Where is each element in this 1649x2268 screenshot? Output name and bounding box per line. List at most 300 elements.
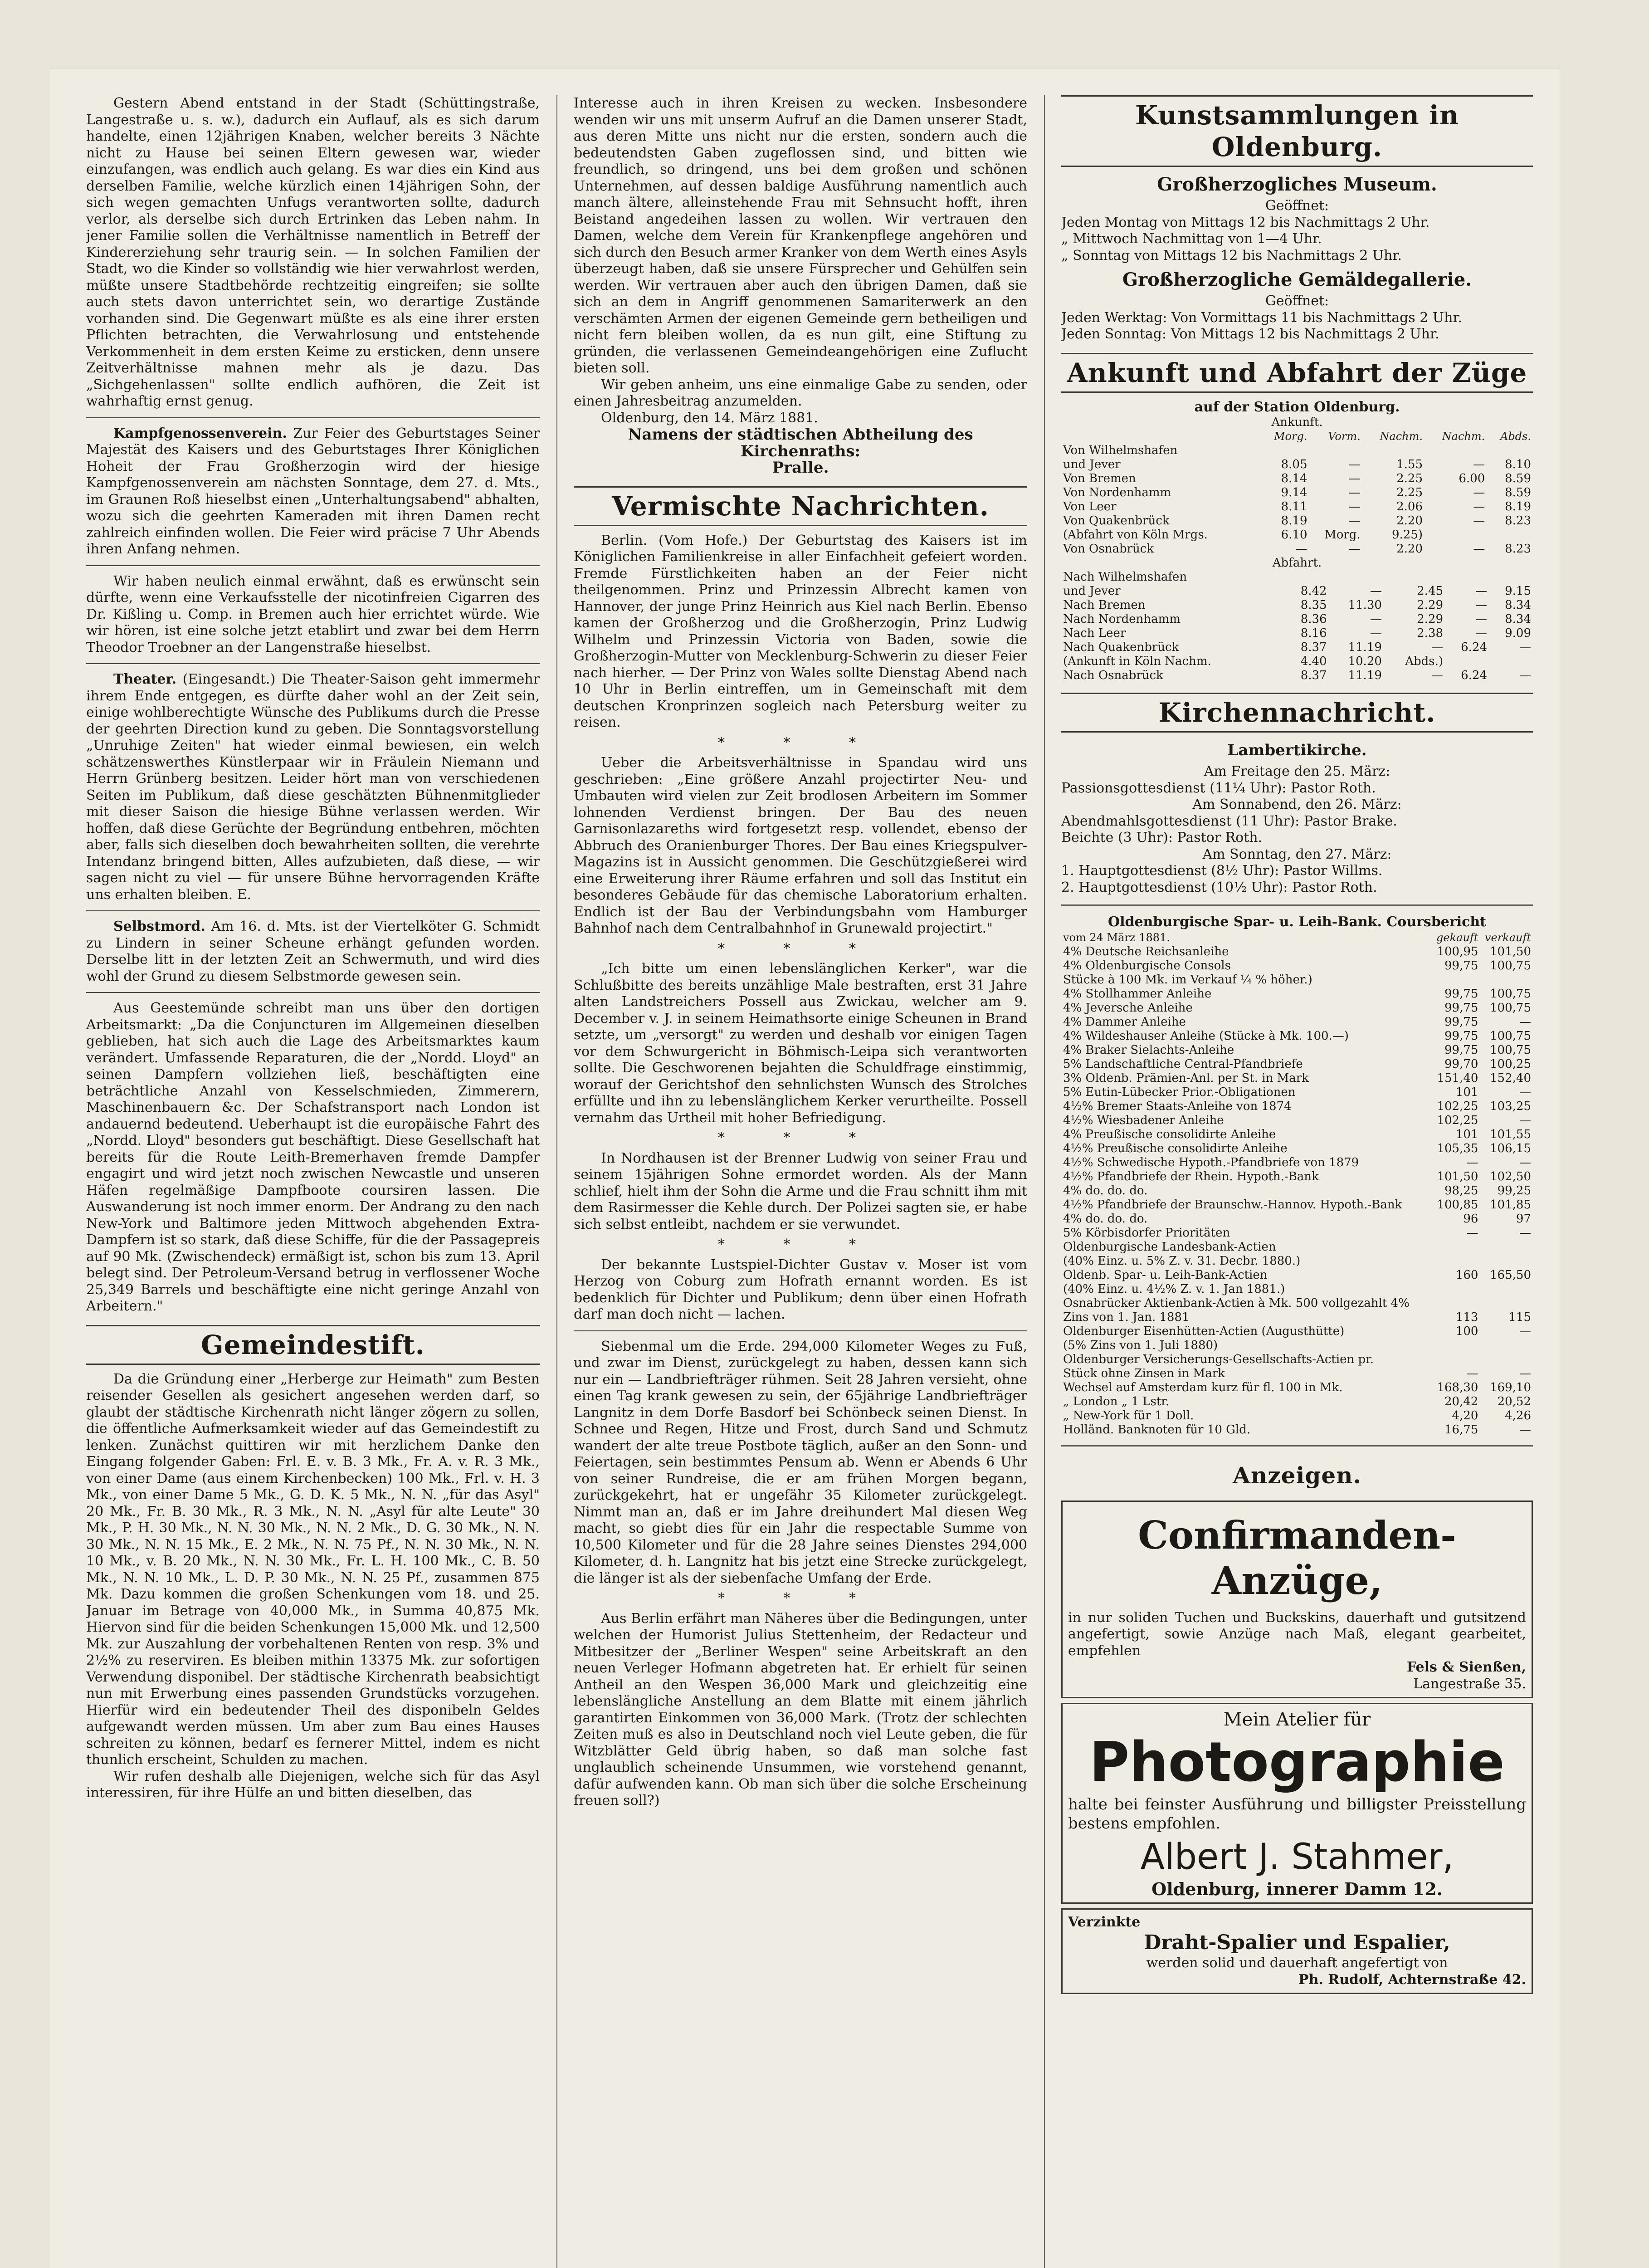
cell-value: 8.35 (1300, 598, 1327, 612)
cell-value: 97 (1516, 1212, 1531, 1226)
cell-value: 9.25) (1391, 528, 1423, 542)
cell-value (1480, 1339, 1533, 1353)
cell-value: 100,95 (1437, 944, 1478, 958)
cell-value (1432, 1296, 1480, 1310)
table-row (1061, 1339, 1533, 1353)
museum-title: Großherzogliches Museum. (1157, 174, 1437, 195)
row-label: Holländ. Banknoten für 10 Gld. (1063, 1422, 1251, 1437)
cell-value: 100,75 (1490, 1029, 1531, 1043)
table-row (1061, 1268, 1533, 1282)
cell-value (1432, 1353, 1480, 1367)
table-row (1061, 1142, 1533, 1156)
row-label: (40% Einz. u. 5% Z. v. 31. Decbr. 1880.) (1063, 1254, 1301, 1268)
cell-value: — (1431, 640, 1444, 654)
cell-value: 6.00 (1459, 472, 1485, 485)
signature-name: Pralle. (772, 459, 829, 477)
separator (86, 417, 540, 418)
table-row (1061, 1015, 1533, 1029)
section-heading-anzeigen: Anzeigen. (1233, 1461, 1361, 1489)
cell-value: 8.37 (1300, 640, 1327, 654)
cell-value: — (1519, 1226, 1531, 1240)
cell-value: 99,75 (1444, 987, 1478, 1001)
cell-value: — (1475, 598, 1487, 612)
column-header: Abds. (1500, 430, 1531, 443)
gallery-open: Geöffnet: (1265, 293, 1329, 309)
column-1 (86, 95, 540, 2268)
row-label: Von Wilhelmshafen (1063, 444, 1178, 457)
cell-value: 4,20 (1452, 1408, 1478, 1422)
table-row (1061, 584, 1533, 598)
table-row (1061, 528, 1533, 542)
signature-line: Namens der städtischen Abtheilung des Kirchenraths: (628, 425, 973, 460)
table-row (1061, 598, 1533, 612)
cell-value: — (1348, 542, 1361, 556)
table-row (1061, 1114, 1533, 1128)
table-row (1061, 1071, 1533, 1085)
row-label: Von Osnabrück (1063, 542, 1154, 556)
abfahrt-label: Abfahrt. (1272, 556, 1322, 570)
cell-value: — (1466, 1366, 1478, 1380)
cell-value: 2.38 (1417, 626, 1444, 640)
article-body: (Eingesandt.) Die Theater-Saison geht immermehr ihrem Ende entgegen, es dürfte daher wohl an der Zeit sein, einige wohlberechtigte Wünsche des Publikums durch die Presse der geehrten Direction kund zu geben. Die Sonntagsvorstellung „Unruhige Zeiten" hat wieder einmal bewiesen, ein welch schätzenswerthes Künstlerpaar wir in Fräulein Niemann und Herrn Grünberg besitzen. Leider hört man von verschiedenen Seiten im Publikum, daß diese geschätzten Bühnenmitglieder mit dieser Saison die hiesige Bühne verlassen werden. Wir hoffen, daß diese Gerüchte der Begründung entbehren, möchten aber, falls sich dieselben doch bewahrheiten sollten, die verehrte Intendanz bringend bitten, Alles aufzubieten, daß diese, — wir sagen nicht zu viel — für unsere Bühne hervorragenden Kräfte uns erhalten bleiben. E. (86, 671, 540, 903)
article-lead: Selbstmord. (113, 919, 205, 934)
cell-value (1362, 444, 1425, 458)
row-label: Nach Nordenhamm (1063, 612, 1181, 626)
cell-value: 8.19 (1281, 514, 1307, 528)
table-header-row (1061, 430, 1533, 444)
cell-value: — (1466, 1155, 1478, 1169)
abfahrt-table (1061, 570, 1533, 683)
cell-value: 8.19 (1505, 500, 1531, 513)
museum-hours: Jeden Montag von Mittags 12 bis Nachmittags 2 Uhr. (1061, 214, 1430, 230)
cell-value: — (1475, 612, 1487, 626)
article-cigarren: Wir haben neulich einmal erwähnt, daß es erwünscht sein dürfte, wenn eine Verkaufsstelle der nicotinfreien Cigarren des Dr. Kißling u. Comp. in Bremen auch hier errichtet würde. Wie wir hören, ist eine solche jetzt etablirt und zwar bei dem Herrn Theodor Troebner an der Langenstraße hieselbst. (86, 573, 540, 655)
column-divider (1044, 95, 1045, 2268)
separator (86, 992, 540, 993)
row-label: 4% Braker Sielachts-Anleihe (1063, 1043, 1234, 1057)
cell-value: 99,75 (1444, 1001, 1478, 1015)
cell-value: 160 (1455, 1268, 1478, 1282)
cell-value: — (1473, 514, 1485, 528)
table-row (1061, 626, 1533, 640)
cell-value: 113 (1455, 1310, 1478, 1324)
ad-title: Confirmanden-Anzüge, (1138, 1512, 1456, 1603)
star-separator: * * * (717, 734, 883, 751)
gallery-hours: Jeden Werktag: Von Vormittags 11 bis Nachmittags 2 Uhr. (1061, 309, 1463, 326)
cell-value: — (1370, 584, 1382, 598)
church-service: 2. Hauptgottesdienst (10½ Uhr): Pastor Roth. (1061, 879, 1377, 895)
cell-value: 101 (1455, 1127, 1478, 1141)
row-label: 4% do. do. do. (1063, 1183, 1148, 1198)
cell-value: 100,75 (1490, 958, 1531, 973)
cell-value: 168,30 (1437, 1380, 1478, 1394)
cell-value: 102,25 (1437, 1099, 1478, 1113)
cell-value: — (1519, 1085, 1531, 1099)
cell-value: — (1475, 626, 1487, 640)
cell-value: — (1519, 1324, 1531, 1338)
row-label: Oldenburgische Landesbank-Actien (1063, 1240, 1276, 1254)
cell-value: 100,85 (1437, 1198, 1478, 1212)
table-row (1061, 987, 1533, 1001)
article-siebenmal: Siebenmal um die Erde. 294,000 Kilometer Weges zu Fuß, und zwar im Dienst, zurückgelegt zu haben, dessen kann sich nur ein — Landbriefträger rühmen. Seit 28 Jahren versieht, ohne einen Tag krank gewesen zu sein, der 65jährige Landbriefträger Langnitz in dem Dorfe Basdorf bei Schönbeck seinen Dienst. In Schnee und Regen, Hitze und Frost, durch Sand und Schmutz wandert der alte treue Postbote täglich, außer an den Sonn- und Feiertagen, sein bestimmtes Pensum ab. Wenn er Abends 6 Uhr von seiner Rundreise, die er am frühen Morgen begann, zurückgekehrt, hat er ungefähr 35 Kilometer zurückgelegt. Nimmt man an, daß er im Jahre dreihundert Mal diesen Weg macht, so giebt dies für ein Jahr die respectable Summe von 10,500 Kilometer und für die 28 Jahre seines Dienstes 294,000 Kilometer, d. h. Langnitz hat bis jetzt eine Strecke zurückgelegt, die länger ist als der siebenfache Umfang der Erde. (574, 1338, 1027, 1586)
row-label: 4% Jeversche Anleihe (1063, 1001, 1193, 1015)
ad-text: Verzinkte (1068, 1914, 1141, 1930)
table-row (1061, 612, 1533, 626)
row-label: 4% Oldenburgische Consols (1063, 958, 1231, 973)
table-row (1061, 1381, 1533, 1395)
ankunft-rows (1061, 444, 1533, 556)
church-date: Am Sonnabend, den 26. März: (1192, 797, 1402, 812)
row-label: 4½% Wiesbadener Anleihe (1063, 1113, 1224, 1127)
cell-value: — (1295, 542, 1307, 556)
cell-value: — (1473, 500, 1485, 513)
row-label: (5% Zins von 1. Juli 1880) (1063, 1338, 1218, 1352)
cell-value: 2.45 (1417, 584, 1444, 598)
table-row (1061, 1100, 1533, 1114)
table-row (1061, 500, 1533, 514)
article-spandau: Ueber die Arbeitsverhältnisse in Spandau wird uns geschrieben: „Eine größere Anzahl projectirter Neu- und Umbauten wird vielen zur Zeit brodlosen Arbeitern im Sommer lohnenden Verdienst bringen. Der Bau des neuen Garnisonlazareths wird fortgesetzt resp. vollendet, ebenso der Abbruch des Oranienburger Thores. Der Bau eines Kriegspulver-Magazins ist in Aussicht genommen. Die Geschützgießerei wird eine Erweiterung ihrer Räume erfahren und soll das Institut ein besonderes Gebäude für das chemische Laboratorium erhalten. Endlich ist der Bau der Verbindungsbahn vom Hamburger Bahnhof nach dem Centralbahnhof in Grunewald projectirt." (574, 755, 1027, 936)
gallery-title: Großherzogliche Gemäldegallerie. (1122, 269, 1472, 290)
cell-value: 2.29 (1417, 612, 1444, 626)
table-row (1061, 1198, 1533, 1212)
cell-value (1432, 1240, 1480, 1254)
cell-value: 165,50 (1490, 1268, 1531, 1282)
cell-value: 101,55 (1490, 1127, 1531, 1141)
church-service: Beichte (3 Uhr): Pastor Roth. (1061, 830, 1263, 846)
row-label: Stücke à 100 Mk. im Verkauf ¼ % höher.) (1063, 973, 1312, 987)
row-label: 4% Wildeshauser Anleihe (Stücke à Mk. 100.—) (1063, 1029, 1349, 1043)
table-row (1061, 542, 1533, 556)
row-label: Nach Osnabrück (1063, 669, 1163, 682)
article-body: Am 16. d. Mts. ist der Viertelköter G. Schmidt zu Lindern in seiner Scheune erhängt gefunden worden. Derselbe litt in der letzten Zeit an Schwermuth, und wird dies wohl der Grund zu diesem Selbstmorde gewesen sein. (86, 919, 540, 984)
article-gemeindestift-cont: Wir rufen deshalb alle Diejenigen, welche sich für das Asyl interessiren, für ihre Hülfe an und bitten dieselben, das (86, 1768, 540, 1801)
cell-value: — (1519, 1366, 1531, 1380)
table-row (1061, 1212, 1533, 1226)
cell-value: 8.23 (1505, 514, 1531, 528)
cell-value: 103,25 (1490, 1099, 1531, 1113)
row-label: Nach Leer (1063, 626, 1126, 640)
cell-value: 8.34 (1505, 598, 1531, 612)
advertisement-confirmanden (1061, 1501, 1533, 1699)
cell-value: — (1370, 612, 1382, 626)
article-kerker: „Ich bitte um einen lebenslänglichen Kerker", war die Schlußbitte des bereits unzählige Male bestraften, erst 31 Jahre alten Landstreichers Possell aus Zwickau, welcher am 9. December v. J. in seinem Heimathsorte einige Scheunen in Brand setzte, um „versorgt" zu werden und deshalb vor einigen Tagen vor dem Schwurgericht in Böhmisch-Leipa sich verantworten sollte. Die Geschworenen bejahten die Schuldfrage einstimmig, worauf der Gerichtshof den sehnlichsten Wunsch des Strolches erfüllte und ihn zu lebenslänglichem Kerker verurtheilte. Possell vernahm das Urtheil mit hoher Befriedigung. (574, 961, 1027, 1126)
cell-value: — (1348, 514, 1361, 528)
table-row (1061, 1296, 1533, 1310)
cell-value: 8.16 (1300, 626, 1327, 640)
row-label: Von Quakenbrück (1063, 514, 1170, 528)
cell-value: 101,85 (1490, 1198, 1531, 1212)
cell-value: 99,70 (1444, 1057, 1478, 1071)
article-date: Oldenburg, den 14. März 1881. (601, 410, 818, 426)
cell-value: 8.05 (1281, 458, 1307, 471)
cell-value (1487, 528, 1533, 542)
cell-value: 8.37 (1300, 669, 1327, 682)
cell-value (1425, 528, 1487, 542)
cell-value: 105,35 (1437, 1141, 1478, 1155)
row-label: Nach Wilhelmshafen (1063, 570, 1187, 584)
row-label: Von Bremen (1063, 472, 1136, 485)
table-row (1061, 1128, 1533, 1142)
cell-value: — (1519, 1422, 1531, 1437)
cell-value: 169,10 (1490, 1380, 1531, 1394)
cell-value: 100,25 (1490, 1057, 1531, 1071)
article-theater (86, 671, 540, 903)
cell-value: 11.19 (1348, 669, 1382, 682)
cell-value: 102,25 (1437, 1113, 1478, 1127)
row-label: 5% Landschaftliche Central-Pfandbriefe (1063, 1057, 1303, 1071)
cell-value: 6.10 (1281, 528, 1307, 542)
article-moser: Der bekannte Lustspiel-Dichter Gustav v. Moser ist vom Herzog von Coburg zum Hofrath ernannt worden. Es ist bedenklich für Dichter und Publikum; denn über einen Hofrath darf man doch nicht — lachen. (574, 1256, 1027, 1322)
separator (1061, 904, 1533, 906)
table-row (1061, 1156, 1533, 1170)
article-selbstmord (86, 919, 540, 985)
ad-text: Mein Atelier für (1223, 1709, 1371, 1730)
cell-value: 99,75 (1444, 1015, 1478, 1029)
cell-value: — (1473, 458, 1485, 471)
cell-value: 9.15 (1505, 584, 1531, 598)
row-label: Nach Bremen (1063, 598, 1146, 612)
article-gemeindestift-cont: Interesse auch in ihren Kreisen zu wecken. Insbesondere wenden wir uns mit unserm Aufruf an die Damen unserer Stadt, aus deren Mitte uns nicht nur die ersten, sondern auch die bedeutendsten Gaben zugeflossen sind, und bitten wie freundlich, so dringend, uns bei dem großen und schönen Unternehmen, auf dessen baldige Ausführung namentlich auch manch ältere, alleinstehende Frau mit Sehnsucht hofft, ihren Beistand angedeihen lassen zu wollen. Wir vertrauen den Damen, welche dem Verein für Krankenpflege angehören und sich durch den Besuch armer Kranker von dem Werth eines Asyls überzeugt haben, daß sie unsere Fürsprecher und Gehülfen sein werden. Wir vertrauen aber auch den übrigen Damen, daß sie sich an dem in Angriff genommenen Samariterwerk an den verschämten Armen der eigenen Gemeinde gern betheiligen und nicht fern bleiben wollen, da es nun gilt, eine Stiftung zu gründen, die verlassenen Gemeindeangehörigen eine Zuflucht bieten soll. (574, 95, 1027, 376)
column-header: Nachm. (1442, 430, 1485, 443)
column-header: gekauft (1436, 931, 1478, 944)
ad-firm: Ph. Rudolf, Achternstraße 42. (1298, 1971, 1526, 1988)
table-row (1061, 1325, 1533, 1339)
cell-value: 20,42 (1444, 1394, 1478, 1408)
cell-value: 99,75 (1444, 1029, 1478, 1043)
cell-value: 9.09 (1505, 626, 1531, 640)
star-separator: * * * (717, 1237, 883, 1252)
cell-value (1480, 973, 1533, 987)
table-row (1061, 1057, 1533, 1071)
row-label: Osnabrücker Aktienbank-Actien à Mk. 500 vollgezahlt 4% (1063, 1296, 1410, 1310)
table-row (1061, 1254, 1533, 1268)
church-date: Am Freitage den 25. März: (1204, 763, 1390, 779)
row-label: Nach Quakenbrück (1063, 640, 1179, 654)
cell-value: 9.14 (1281, 486, 1307, 499)
table-row (1061, 444, 1533, 458)
church-date: Am Sonntag, den 27. März: (1202, 846, 1392, 862)
article-gemeindestift: Da die Gründung einer „Herberge zur Heimath" zum Besten reisender Gesellen als gesichert angesehen werden darf, so glaubt der städtische Kirchenrath nicht länger zögern zu sollen, die öffentliche Aufmerksamkeit wieder auf das Gemeindestift zu lenken. Zunächst quittiren wir mit herzlichem Danke den Eingang folgender Gaben: Frl. E. v. B. 3 Mk., Fr. A. v. R. 3 Mk., von einer Dame (aus einem Kirchenbecken) 100 Mk., Frl. v. H. 3 Mk., von einer Dame 5 Mk., G. D. K. 5 Mk., N. N. „für das Asyl" 20 Mk., Fr. B. 30 Mk., R. 3 Mk., N. N. „Asyl für alte Leute" 30 Mk., P. H. 30 Mk., N. N. 30 Mk., N. N. 2 Mk., D. G. 30 Mk., N. N. 30 Mk., N. N. 15 Mk., E. 2 Mk., N. N. 75 Pf., N. N. 30 Mk., N. N. 10 Mk., v. B. 20 Mk., N. N. 30 Mk., Fr. L. H. 100 Mk., C. B. 50 Mk., N. N. 10 Mk., L. D. P. 30 Mk., N. N. 25 Pf., zusammen 875 Mk. Dazu kommen die großen Schenkungen vom 18. und 25. Januar im Betrage von 40,000 Mk., in Summa 40,875 Mk. Hiervon sind für die beiden Schenkungen 15,000 Mk. und 12,500 Mk. zur Auszahlung der vorbehaltenen Renten von resp. 3% und 2½% zu reserviren. Es bleiben mithin 13375 Mk. zur sofortigen Verwendung disponibel. Der städtische Kirchenrath beabsichtigt nun mit Erwerbung eines passenden Grundstücks vorzugehen. Hierfür wird ein bedeutender Theil des disponibeln Geldes aufgewandt werden müssen. Um aber zum Bau eines Hauses schreiten zu können, bedarf es fernerer Mittel, indem es nicht thunlich erscheint, Schulden zu machen. (86, 1371, 540, 1768)
cell-value: 6.24 (1461, 669, 1487, 682)
row-label: 4% Dammer Anleihe (1063, 1015, 1186, 1029)
cell-value (1259, 444, 1309, 458)
row-label: 4½% Bremer Staats-Anleihe von 1874 (1063, 1099, 1292, 1113)
cell-value (1432, 1282, 1480, 1296)
church-service: Passionsgottesdienst (11¼ Uhr): Pastor Roth. (1061, 780, 1376, 796)
row-label: und Jever (1063, 458, 1121, 471)
row-label: und Jever (1063, 584, 1121, 598)
bank-table (1061, 931, 1533, 1437)
section-heading-gemeindestift: Gemeindestift. (86, 1325, 540, 1365)
cell-value: 8.14 (1281, 472, 1307, 485)
row-label: Von Nordenhamm (1063, 486, 1171, 499)
table-row (1061, 1310, 1533, 1325)
row-label: 4½% Pfandbriefe der Rhein. Hypoth.-Bank (1063, 1169, 1319, 1183)
cell-value: 2.29 (1417, 598, 1444, 612)
cell-value: Abds.) (1405, 655, 1444, 668)
table-row (1061, 1226, 1533, 1240)
section-heading-kirche: Kirchennachricht. (1061, 693, 1533, 733)
cell-value (1487, 444, 1533, 458)
cell-value: 2.20 (1396, 514, 1423, 528)
cell-value: 10.20 (1348, 655, 1382, 668)
ad-text: halte bei feinster Ausführung und billigster Preisstellung bestens empfohlen. (1068, 1795, 1526, 1833)
cell-value: 20,52 (1497, 1394, 1531, 1408)
row-label: Oldenburger Eisenhütten-Actien (Augusthütte) (1063, 1324, 1345, 1338)
ad-address: Langestraße 35. (1413, 1676, 1526, 1692)
cell-value: — (1473, 542, 1485, 556)
cell-value: 8.23 (1505, 542, 1531, 556)
cell-value: 2.25 (1396, 486, 1423, 499)
ad-title: Draht-Spalier und Espalier, (1144, 1931, 1450, 1954)
cell-value (1480, 1353, 1533, 1367)
cell-value: 4.40 (1300, 655, 1327, 668)
cell-value: — (1519, 669, 1531, 682)
advertisement-photographie (1061, 1703, 1533, 1904)
row-label: 5% Eutin-Lübecker Prior.-Obligationen (1063, 1085, 1296, 1099)
cell-value: — (1348, 486, 1361, 499)
table-row (1061, 973, 1533, 987)
cell-value: 8.11 (1281, 500, 1307, 513)
row-label: 4% Deutsche Reichsanleihe (1063, 944, 1229, 958)
cell-value: — (1348, 500, 1361, 513)
newspaper-page (50, 68, 1560, 2268)
section-heading-vermischte: Vermischte Nachrichten. (574, 486, 1027, 526)
table-row (1061, 1170, 1533, 1184)
bank-date: vom 24 März 1881. (1063, 931, 1170, 944)
cell-value (1489, 655, 1533, 669)
cell-value (1480, 1296, 1533, 1310)
cell-value: — (1519, 1155, 1531, 1169)
table-row (1061, 1423, 1533, 1437)
cell-value (1480, 1240, 1533, 1254)
table-row (1061, 1395, 1533, 1409)
cell-value: 96 (1463, 1212, 1478, 1226)
row-label: Von Leer (1063, 500, 1117, 513)
cell-value: 98,25 (1444, 1183, 1478, 1198)
cell-value (1432, 1254, 1480, 1268)
cell-value: 8.10 (1505, 458, 1531, 471)
row-label: 5% Körbisdorfer Prioritäten (1063, 1226, 1230, 1240)
cell-value: 151,40 (1437, 1071, 1478, 1085)
cell-value (1285, 570, 1329, 584)
table-row (1061, 959, 1533, 973)
table-row (1061, 1085, 1533, 1100)
cell-value (1425, 444, 1487, 458)
article-nordhausen: In Nordhausen ist der Brenner Ludwig von seiner Frau und seinem 15jährigen Sohne ermordet worden. Als der Mann schlief, hielt ihm der Sohn die Arme und die Frau schnitt ihm mit dem Rasirmesser die Kehle durch. Der Polizei sagten sie, er habe sich selbst entleibt, nachdem er sie verwundet. (574, 1150, 1027, 1232)
cell-value: 4,26 (1505, 1408, 1531, 1422)
gallery-hours: Jeden Sonntag: Von Mittags 12 bis Nachmittags 2 Uhr. (1061, 326, 1439, 342)
cell-value: 2.06 (1396, 500, 1423, 513)
row-label: Stück ohne Zinsen in Mark (1063, 1366, 1225, 1380)
cell-value: 100,75 (1490, 987, 1531, 1001)
cell-value (1309, 444, 1362, 458)
separator (86, 910, 540, 911)
table-row (1061, 1282, 1533, 1296)
cell-value (1445, 655, 1489, 669)
column-2 (574, 95, 1027, 2268)
row-label: Oldenb. Spar- u. Leih-Bank-Actien (1063, 1268, 1268, 1282)
cell-value: 8.59 (1505, 486, 1531, 499)
table-row (1061, 1409, 1533, 1423)
cell-value: 100 (1455, 1324, 1478, 1338)
cell-value (1480, 1282, 1533, 1296)
column-header: Morg. (1273, 430, 1307, 443)
cell-value (1432, 1339, 1480, 1353)
cell-value: 101 (1455, 1085, 1478, 1099)
cell-value (1384, 570, 1445, 584)
cell-value: 8.34 (1505, 612, 1531, 626)
cell-value: — (1370, 626, 1382, 640)
cell-value: 2.20 (1396, 542, 1423, 556)
ankunft-table (1061, 430, 1533, 556)
table-row (1061, 669, 1533, 683)
ad-address: Oldenburg, innerer Damm 12. (1151, 1879, 1443, 1899)
table-header-row (1061, 931, 1533, 945)
ad-name: Albert J. Stahmer, (1140, 1837, 1454, 1877)
row-label: Zins von 1. Jan. 1881 (1063, 1310, 1190, 1324)
abfahrt-rows (1061, 570, 1533, 683)
cell-value: 16,75 (1444, 1422, 1478, 1437)
cell-value: — (1431, 669, 1444, 682)
cell-value: 101,50 (1437, 1169, 1478, 1183)
star-separator: * * * (717, 940, 883, 957)
cell-value: Morg. (1324, 528, 1361, 542)
row-label: 4% Preußische consolidirte Anleihe (1063, 1127, 1276, 1141)
table-row (1061, 1353, 1533, 1367)
article-kampfgenossen (86, 425, 540, 558)
row-label: „ New-York für 1 Doll. (1063, 1408, 1194, 1422)
cell-value: 2.25 (1396, 472, 1423, 485)
ad-text: in nur soliden Tuchen und Buckskins, dauerhaft und gutsitzend angefertigt, sowie Anzüge nach Maß, elegant gearbeitet, empfehlen (1068, 1609, 1526, 1659)
separator (574, 1330, 1027, 1331)
bank-title: Oldenburgische Spar- u. Leih-Bank. Coursbericht (1107, 914, 1487, 930)
church-service: Abendmahlsgottesdienst (11 Uhr): Pastor Brake. (1061, 813, 1397, 829)
article-lead: Kampfgenossenverein. (113, 425, 287, 441)
church-service: 1. Hauptgottesdienst (8½ Uhr): Pastor Willms. (1061, 863, 1383, 879)
article-berlin-hof: Berlin. (Vom Hofe.) Der Geburtstag des Kaisers ist im Königlichen Familienkreise in aller Einfachheit gefeiert worden. Fremde Fürstlichkeiten haben an der Feier nicht theilgenommen. Prinz und Prinzessin Albrecht kamen von Hannover, der junge Prinz Heinrich aus Kiel nach Berlin. Ebenso kamen der Großherzog und die Großherzogin, Prinz Ludwig Wilhelm und Prinzessin Victoria von Baden, sowie die Großherzogin-Mutter von Mecklenburg-Schwerin zu dieser Feier nach hierher. — Der Prinz von Wales sollte Dienstag Abend nach 10 Uhr in Berlin eintreffen, um in Gemeinschaft mit dem deutschen Kronprinzen sogleich nach Petersburg weiter zu reisen. (574, 532, 1027, 730)
article-body: Zur Feier des Geburtstages Seiner Majestät des Kaisers und des Geburtstages Ihrer Königlichen Hoheit der Frau Großherzogin wird der hiesige Kampfgenossenverein am nächsten Sonntage, dem 27. d. Mts., im Graunen Roß hieselbst einen „Unterhaltungsabend" abhalten, wozu sich die geehrten Kameraden mit ihren Damen recht zahlreich einfinden wollen. Die Feier wird präcise 7 Uhr Abends ihren Anfang nehmen. (86, 425, 540, 557)
row-label: „ London „ 1 Lstr. (1063, 1394, 1170, 1408)
cell-value: — (1475, 584, 1487, 598)
cell-value: — (1519, 1015, 1531, 1029)
cell-value: — (1348, 472, 1361, 485)
article-geestemuende: Aus Geestemünde schreibt man uns über den dortigen Arbeitsmarkt: „Da die Conjuncturen im Allgemeinen dieselben geblieben, hat sich auch die Lage des Arbeitsmarktes kaum verändert. Umfassende Reparaturen, die der „Nordd. Lloyd" an seinen Dampfern vollziehen ließ, beschäftigten eine beträchtliche Anzahl von Kesselschmieden, Zimmerern, Maschinenbauern &c. Der Schafstransport nach London ist andauernd bedeutend. Ueberhaupt ist die europäische Fahrt des „Nordd. Lloyd" besonders gut beschäftigt. Diese Gesellschaft hat bereits für die Route Leith-Bremerhaven fremde Dampfer engagirt und wird jetzt noch zwischen Newcastle und unseren Häfen regelmäßige Dampfboote coursiren lassen. Die Auswanderung ist noch immer enorm. Der Andrang zu den nach New-York und Baltimore jeden Mittwoch abgehenden Extra-Dampfern ist so stark, daß diese Schiffe, für die der Passagepreis auf 90 Mk. (Zwischendeck) ermäßigt ist, schon bis zum 13. April belegt sind. Der Petroleum-Versand betrug in verflossener Woche 25,349 Barrels und beschäftigte eine nicht geringe Anzahl von Arbeitern." (86, 1000, 540, 1314)
cell-value: 101,50 (1490, 944, 1531, 958)
table-row (1061, 486, 1533, 500)
cell-value: 106,15 (1490, 1141, 1531, 1155)
column-3 (1061, 95, 1533, 2268)
article-lead: Theater. (113, 671, 177, 687)
section-heading-kunst: Kunstsammlungen in Oldenburg. (1061, 95, 1533, 167)
article-auflauf: Gestern Abend entstand in der Stadt (Schüttingstraße, Langestraße u. s. w.), dadurch ein Auflauf, als es sich darum handelte, einen 12jährigen Knaben, welcher bereits 3 Nächte nicht zu Hause bei seinen Eltern gewesen war, wieder einzufangen, was endlich auch gelang. Es war dies ein Kind aus derselben Familie, welche kürzlich einen 14jährigen Sohn, der sich wegen gemachten Unfugs verantworten sollte, dadurch verlor, als derselbe sich durch Ertrinken das Leben nahm. In jener Familie sollen die Verhältnisse namentlich in Betreff der Kindererziehung sehr traurig sein. — In solchen Familien der Stadt, wo die Kinder so vollständig wie hier verwahrlost werden, müßte unsere Stadtbehörde rechtzeitig eingreifen; sie sollte auch stets davon unterrichtet sein, wo derartige Zustände vorhanden sind. Die Gegenwart müßte es als eine ihrer ersten Pflichten betrachten, die Verwahrlosung und entstehende Verkommenheit in dem ersten Keime zu ersticken, denn unsere Zeitverhältnisse mahnen mehr als je dazu. Das „Sichgehenlassen" sollte endlich aufhören, die Zeit ist wahrhaftig ernst genug. (86, 95, 540, 409)
row-label: 4½% Preußische consolidirte Anleihe (1063, 1141, 1288, 1155)
cell-value: 100,75 (1490, 1043, 1531, 1057)
cell-value: 99,75 (1444, 958, 1478, 973)
table-row (1061, 1001, 1533, 1015)
cell-value: 102,50 (1490, 1169, 1531, 1183)
table-row (1061, 945, 1533, 959)
separator (86, 663, 540, 664)
row-label: 4½% Pfandbriefe der Braunschw.-Hannov. Hypoth.-Bank (1063, 1198, 1402, 1212)
cell-value: 6.24 (1461, 640, 1487, 654)
table-row (1061, 1184, 1533, 1198)
section-heading-zuege: Ankunft und Abfahrt der Züge (1061, 353, 1533, 393)
cell-value (1432, 973, 1480, 987)
table-row (1061, 1043, 1533, 1057)
cell-value: — (1348, 458, 1361, 471)
cell-value: — (1519, 640, 1531, 654)
